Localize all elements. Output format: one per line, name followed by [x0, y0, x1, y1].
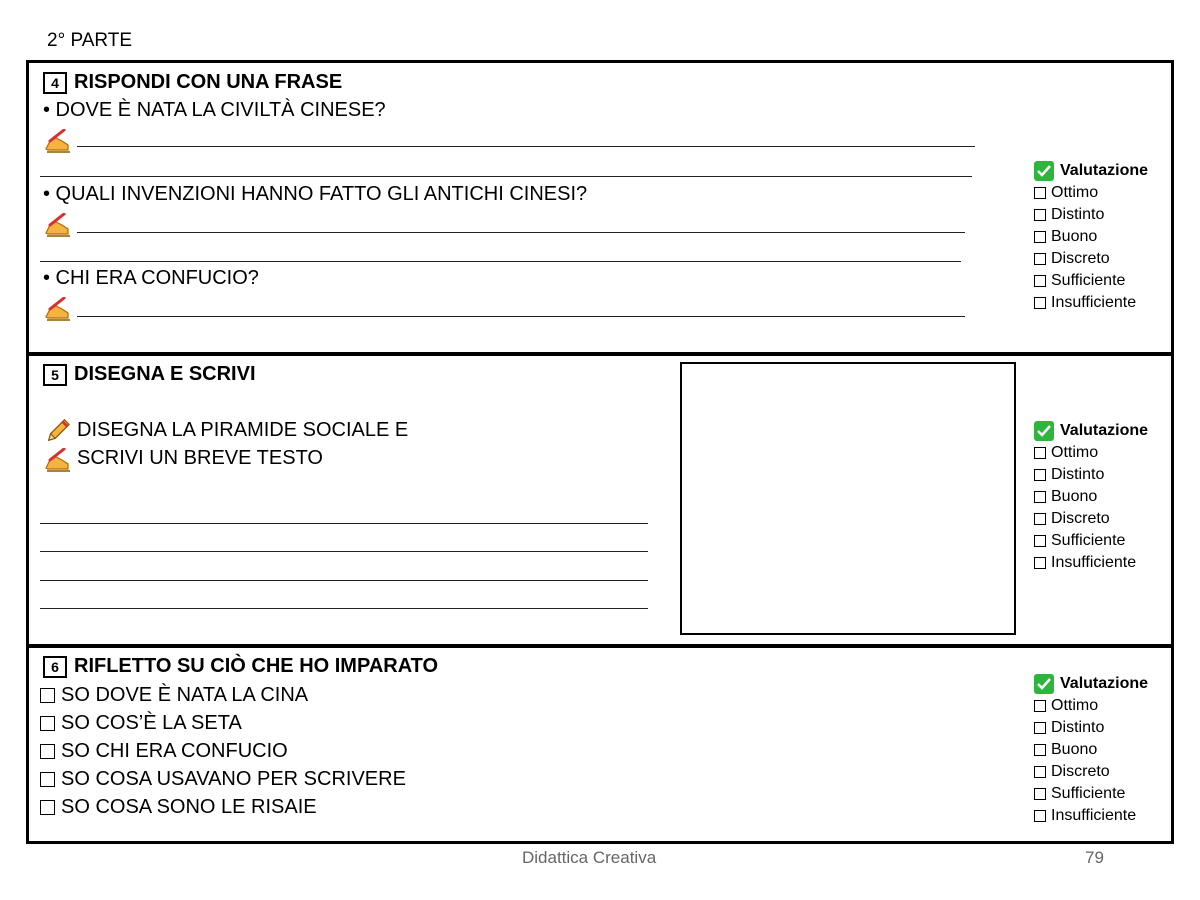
evaluation-option[interactable]: Ottimo — [1034, 182, 1148, 204]
instruction-write: SCRIVI UN BREVE TESTO — [77, 447, 323, 469]
text-line-4[interactable] — [40, 608, 648, 609]
question-1: • DOVE È NATA LA CIVILTÀ CINESE? — [43, 99, 386, 121]
writing-hand-icon — [44, 297, 72, 321]
section-4-heading: RISPONDI CON UNA FRASE — [74, 71, 343, 93]
section-5-title — [43, 363, 256, 386]
section-4-number: 4 — [43, 72, 67, 94]
pencil-icon — [44, 418, 72, 442]
evaluation-option[interactable]: Insufficiente — [1034, 805, 1148, 827]
section-6-heading: RIFLETTO SU CIÒ CHE HO IMPARATO — [74, 655, 439, 677]
check-mark-icon — [1034, 161, 1054, 181]
answer-line-1a[interactable] — [77, 146, 975, 147]
evaluation-option[interactable]: Distinto — [1034, 464, 1148, 486]
evaluation-panel — [1034, 673, 1148, 827]
writing-hand-icon — [44, 448, 72, 472]
evaluation-heading: Valutazione — [1034, 160, 1148, 182]
section-5-heading: DISEGNA E SCRIVI — [74, 363, 256, 385]
answer-line-1b[interactable] — [40, 176, 972, 177]
check-mark-icon — [1034, 674, 1054, 694]
self-check-item[interactable]: SO COSA USAVANO PER SCRIVERE — [40, 768, 406, 791]
self-check-item[interactable]: SO CHI ERA CONFUCIO — [40, 740, 288, 763]
check-mark-icon — [1034, 421, 1054, 441]
text-line-2[interactable] — [40, 551, 648, 552]
self-check-item[interactable]: SO DOVE È NATA LA CINA — [40, 684, 308, 707]
evaluation-option[interactable]: Sufficiente — [1034, 530, 1148, 552]
footer-brand: Didattica Creativa — [522, 848, 657, 867]
evaluation-option[interactable]: Ottimo — [1034, 695, 1148, 717]
answer-line-3a[interactable] — [77, 316, 965, 317]
page-header-part: 2° PARTE — [47, 30, 133, 51]
writing-hand-icon — [44, 213, 72, 237]
drawing-box[interactable] — [680, 362, 1016, 635]
section-6 — [26, 644, 1174, 844]
footer-page-number: 79 — [1085, 848, 1104, 867]
self-check-item[interactable]: SO COS’È LA SETA — [40, 712, 242, 735]
evaluation-option[interactable]: Discreto — [1034, 248, 1148, 270]
evaluation-option[interactable]: Buono — [1034, 486, 1148, 508]
section-6-title — [43, 655, 438, 678]
answer-line-2b[interactable] — [40, 261, 961, 262]
section-6-number: 6 — [43, 656, 67, 678]
evaluation-option[interactable]: Discreto — [1034, 508, 1148, 530]
section-4 — [26, 60, 1174, 356]
evaluation-option[interactable]: Ottimo — [1034, 442, 1148, 464]
evaluation-option[interactable]: Sufficiente — [1034, 783, 1148, 805]
evaluation-panel — [1034, 420, 1148, 574]
evaluation-option[interactable]: Buono — [1034, 739, 1148, 761]
evaluation-option[interactable]: Discreto — [1034, 761, 1148, 783]
evaluation-option[interactable]: Sufficiente — [1034, 270, 1148, 292]
answer-line-2a[interactable] — [77, 232, 965, 233]
evaluation-option[interactable]: Distinto — [1034, 717, 1148, 739]
evaluation-panel — [1034, 160, 1148, 314]
text-line-3[interactable] — [40, 580, 648, 581]
evaluation-heading: Valutazione — [1034, 420, 1148, 442]
evaluation-heading: Valutazione — [1034, 673, 1148, 695]
writing-hand-icon — [44, 129, 72, 153]
section-5 — [26, 352, 1174, 648]
section-5-number: 5 — [43, 364, 67, 386]
question-3: • CHI ERA CONFUCIO? — [43, 267, 259, 289]
text-line-1[interactable] — [40, 523, 648, 524]
self-check-item[interactable]: SO COSA SONO LE RISAIE — [40, 796, 317, 819]
evaluation-option[interactable]: Buono — [1034, 226, 1148, 248]
question-2: • QUALI INVENZIONI HANNO FATTO GLI ANTICHI CINESI? — [43, 183, 588, 205]
evaluation-option[interactable]: Insufficiente — [1034, 552, 1148, 574]
evaluation-option[interactable]: Insufficiente — [1034, 292, 1148, 314]
section-4-title — [43, 71, 342, 94]
instruction-draw: DISEGNA LA PIRAMIDE SOCIALE E — [77, 419, 409, 441]
evaluation-option[interactable]: Distinto — [1034, 204, 1148, 226]
